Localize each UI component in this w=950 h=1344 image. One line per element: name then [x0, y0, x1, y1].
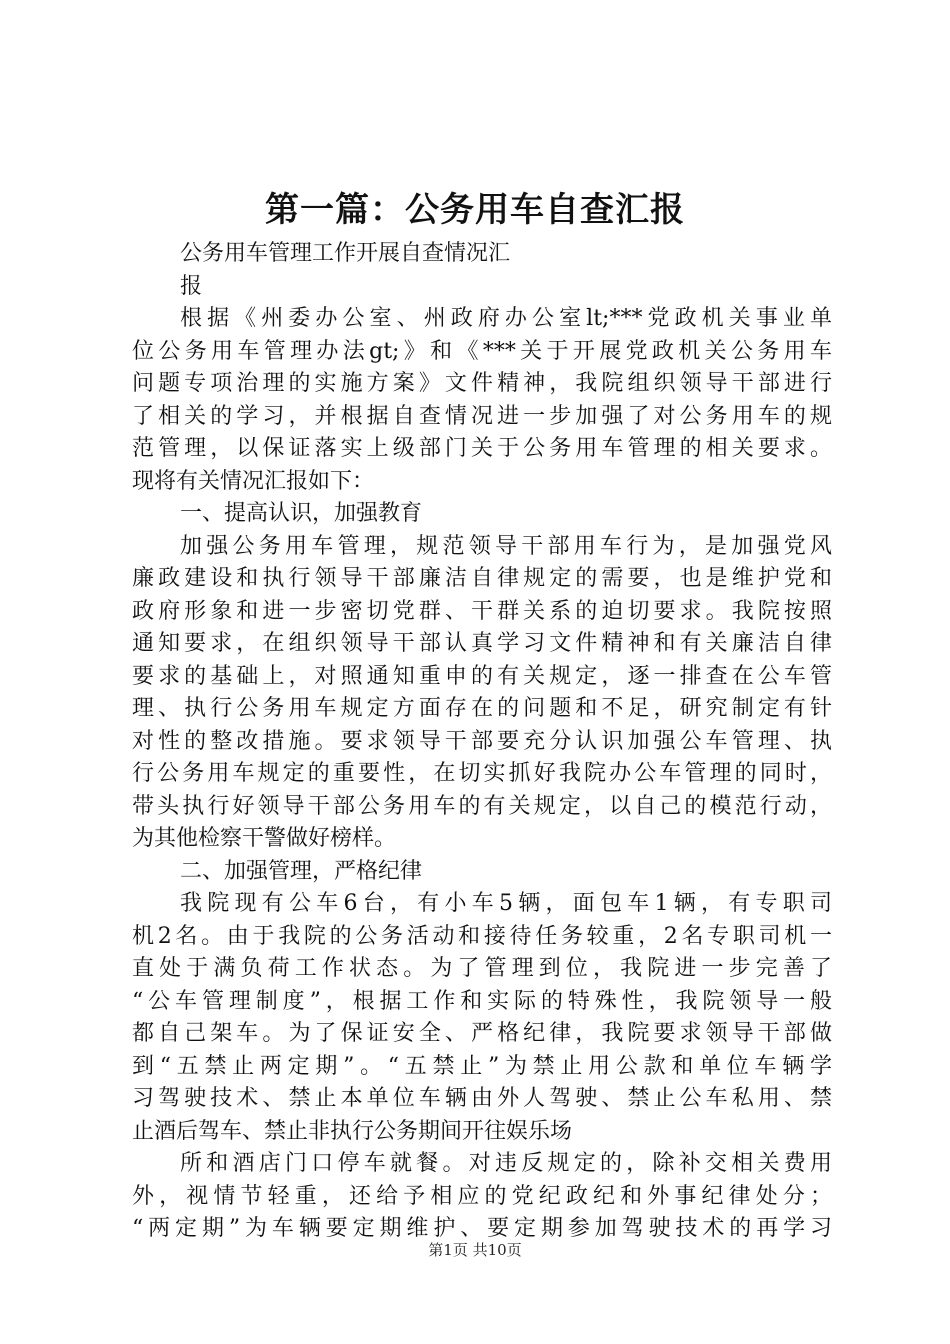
text-line: 带头执行好领导干部公务用车的有关规定，以自己的模范行动，	[132, 793, 832, 819]
document-body	[132, 238, 832, 1246]
text-line: 对性的整改措施。要求领导干部要充分认识加强公车管理、执	[132, 728, 832, 754]
document-title: 第一篇：公务用车自查汇报	[265, 190, 685, 230]
text-line: 通知要求，在组织领导干部认真学习文件精神和有关廉洁自律	[132, 631, 832, 656]
text-line: 行公务用车规定的重要性，在切实抓好我院办公车管理的同时，	[132, 761, 832, 786]
text-line: 到“五禁止两定期”。“五禁止”为禁止用公款和单位车辆学	[132, 1053, 832, 1079]
text-line: 直处于满负荷工作状态。为了管理到位，我院进一步完善了	[132, 956, 832, 981]
text-line: 加强公务用车管理，规范领导干部用车行为，是加强党风	[180, 533, 832, 559]
text-line: 外，视情节轻重，还给予相应的党纪政纪和外事纪律处分；	[132, 1183, 832, 1209]
text-line: 位公务用车管理办法gt;》和《***关于开展党政机关公务用车	[132, 338, 832, 364]
text-line: 政府形象和进一步密切党群、干群关系的迫切要求。我院按照	[132, 598, 832, 624]
text-line: 问题专项治理的实施方案》文件精神，我院组织领导干部进行	[132, 371, 832, 396]
text-line: 机2名。由于我院的公务活动和接待任务较重，2名专职司机一	[132, 923, 832, 949]
text-line: 报	[180, 273, 203, 299]
text-line: 二、加强管理，严格纪律	[180, 858, 423, 884]
text-line: 根据《州委办公室、州政府办公室lt;***党政机关事业单	[180, 306, 832, 331]
text-line: 止酒后驾车、禁止非执行公务期间开往娱乐场	[132, 1118, 573, 1144]
text-line: 范管理，以保证落实上级部门关于公务用车管理的相关要求。	[132, 436, 832, 461]
text-line: 所和酒店门口停车就餐。对违反规定的，除补交相关费用	[180, 1151, 832, 1176]
text-line: 现将有关情况汇报如下：	[132, 468, 375, 494]
text-line: “公车管理制度”，根据工作和实际的特殊性，我院领导一般	[132, 988, 832, 1014]
text-line: 习驾驶技术、禁止本单位车辆由外人驾驶、禁止公车私用、禁	[132, 1086, 832, 1111]
text-line: “两定期”为车辆要定期维护、要定期参加驾驶技术的再学习	[132, 1216, 832, 1241]
text-line: 廉政建设和执行领导干部廉洁自律规定的需要，也是维护党和	[132, 566, 832, 591]
text-line: 为其他检察干警做好榜样。	[132, 826, 397, 851]
text-line: 要求的基础上，对照通知重申的有关规定，逐一排查在公车管	[132, 663, 832, 689]
text-line: 公务用车管理工作开展自查情况汇	[180, 241, 511, 266]
text-line: 理、执行公务用车规定方面存在的问题和不足，研究制定有针	[132, 696, 832, 721]
text-line: 一、提高认识，加强教育	[180, 501, 423, 526]
text-line: 都自己架车。为了保证安全、严格纪律，我院要求领导干部做	[132, 1021, 832, 1046]
text-line: 了相关的学习，并根据自查情况进一步加强了对公务用车的规	[132, 403, 832, 429]
page-footer: 第1页 共10页	[428, 1241, 522, 1259]
text-line: 我院现有公车6台，有小车5辆，面包车1辆，有专职司	[180, 891, 832, 916]
